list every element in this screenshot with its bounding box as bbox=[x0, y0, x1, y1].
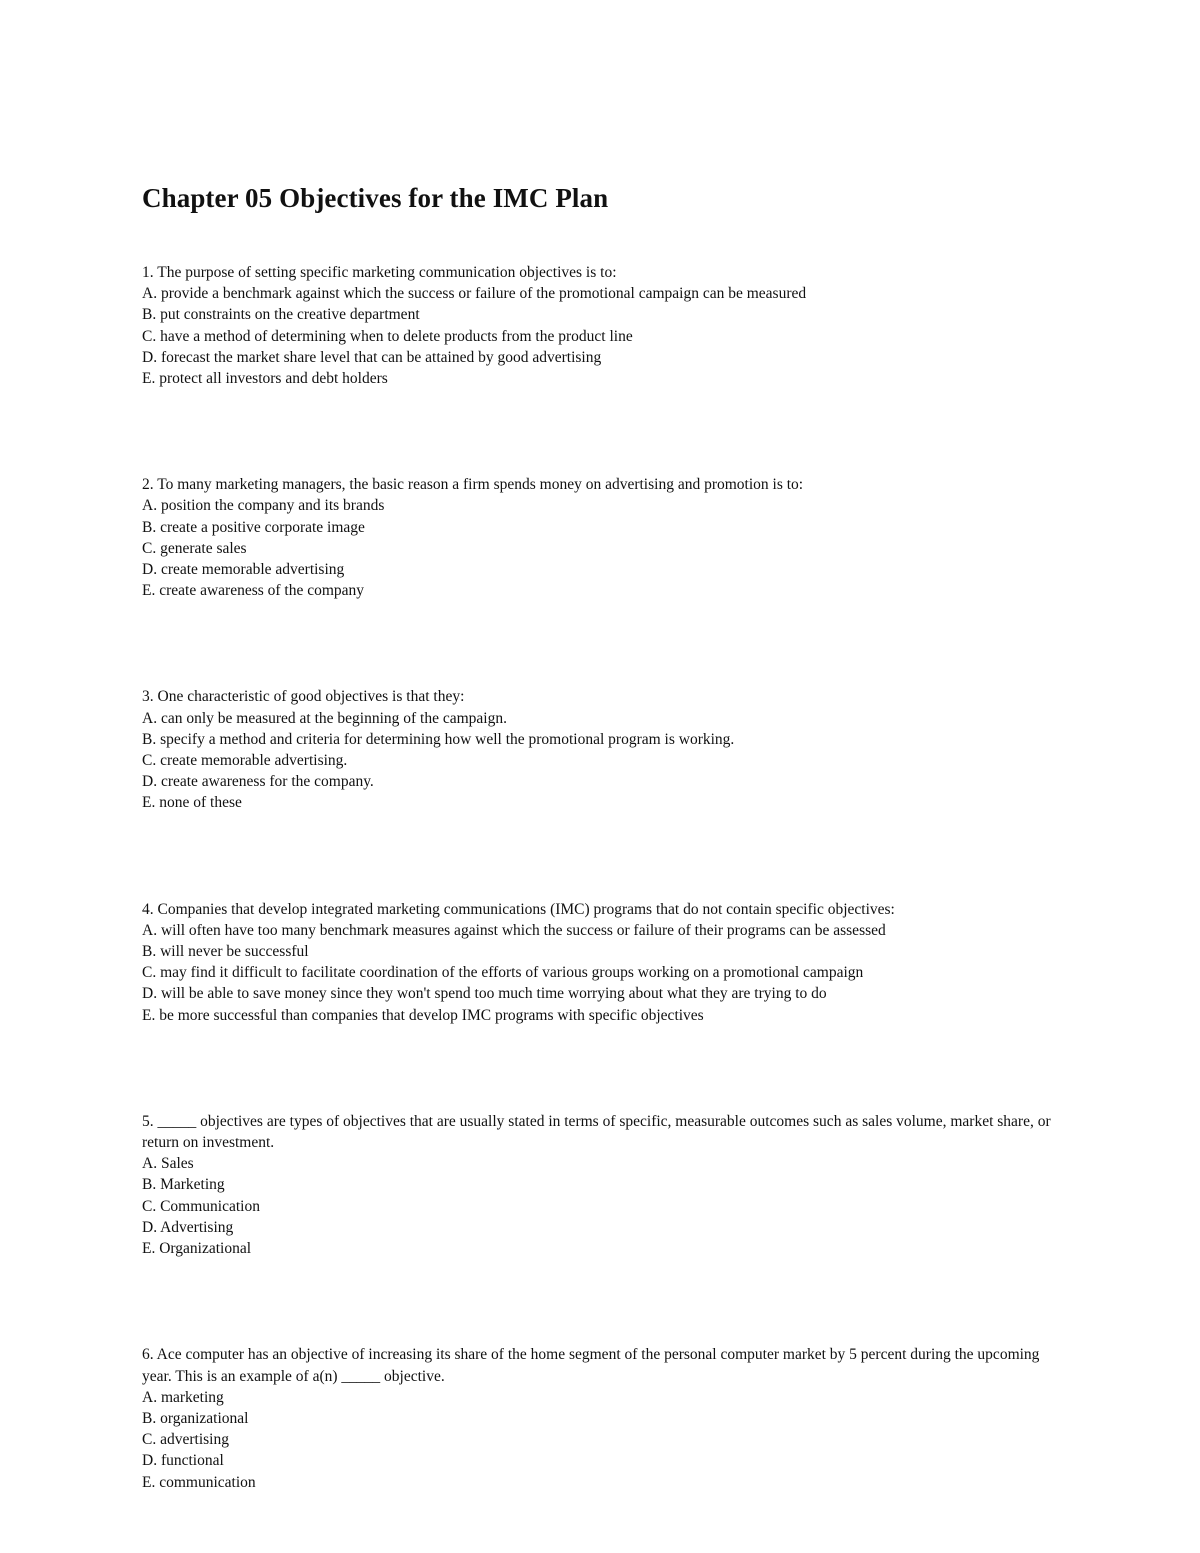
question-text: 3. One characteristic of good objectives is that they: bbox=[142, 688, 465, 706]
option-d: D. create memorable advertising bbox=[142, 561, 345, 579]
option-b: B. create a positive corporate image bbox=[142, 518, 365, 536]
question-text: 5. _____ objectives are types of objectives that are usually stated in terms of specific, measurable outcomes such as sales volume, market share, or return on investment. bbox=[142, 1112, 1051, 1152]
option-a: A. Sales bbox=[142, 1155, 194, 1173]
option-b: B. will never be successful bbox=[142, 943, 309, 961]
option-a: A. provide a benchmark against which the success or failure of the promotional campaign can be measured bbox=[142, 285, 807, 303]
option-b: B. organizational bbox=[142, 1409, 249, 1427]
option-c: C. advertising bbox=[142, 1431, 229, 1449]
question-1 bbox=[142, 262, 1072, 389]
option-d: D. create awareness for the company. bbox=[142, 773, 374, 791]
question-text: 1. The purpose of setting specific marketing communication objectives is to: bbox=[142, 264, 617, 281]
option-c: C. Communication bbox=[142, 1197, 260, 1215]
chapter-title: Chapter 05 Objectives for the IMC Plan bbox=[142, 183, 609, 213]
option-c: C. have a method of determining when to delete products from the product line bbox=[142, 327, 633, 345]
document-page bbox=[142, 176, 1072, 1493]
option-d: D. will be able to save money since they won't spend too much time worrying about what they are trying to do bbox=[142, 985, 827, 1003]
option-b: B. put constraints on the creative department bbox=[142, 306, 420, 324]
option-a: A. can only be measured at the beginning of the campaign. bbox=[142, 709, 507, 727]
question-3 bbox=[142, 686, 1072, 813]
option-c: C. create memorable advertising. bbox=[142, 752, 348, 770]
option-e: E. be more successful than companies that develop IMC programs with specific objectives bbox=[142, 1006, 704, 1024]
option-e: E. Organizational bbox=[142, 1240, 252, 1258]
option-b: B. specify a method and criteria for determining how well the promotional program is working. bbox=[142, 730, 735, 748]
question-text: 2. To many marketing managers, the basic reason a firm spends money on advertising and promotion is to: bbox=[142, 476, 804, 494]
option-d: D. functional bbox=[142, 1452, 224, 1470]
question-text: 4. Companies that develop integrated marketing communications (IMC) programs that do not contain specific objectives: bbox=[142, 900, 895, 918]
question-5 bbox=[142, 1111, 1072, 1259]
option-a: A. marketing bbox=[142, 1388, 224, 1406]
option-e: E. none of these bbox=[142, 794, 242, 812]
option-d: D. forecast the market share level that can be attained by good advertising bbox=[142, 348, 602, 366]
option-c: C. may find it difficult to facilitate coordination of the efforts of various groups working on a promotional campaign bbox=[142, 964, 864, 982]
option-e: E. create awareness of the company bbox=[142, 582, 365, 600]
question-6 bbox=[142, 1344, 1072, 1492]
question-4 bbox=[142, 899, 1072, 1026]
option-b: B. Marketing bbox=[142, 1176, 225, 1194]
option-a: A. position the company and its brands bbox=[142, 497, 385, 515]
option-c: C. generate sales bbox=[142, 539, 247, 557]
option-d: D. Advertising bbox=[142, 1218, 234, 1236]
option-e: E. communication bbox=[142, 1473, 256, 1491]
option-e: E. protect all investors and debt holders bbox=[142, 370, 388, 388]
question-2 bbox=[142, 474, 1072, 601]
option-a: A. will often have too many benchmark measures against which the success or failure of their programs can be assessed bbox=[142, 921, 886, 939]
question-text: 6. Ace computer has an objective of increasing its share of the home segment of the personal computer market by 5 percent during the upcoming year. This is an example of a(n) _____ objective. bbox=[142, 1346, 1040, 1385]
